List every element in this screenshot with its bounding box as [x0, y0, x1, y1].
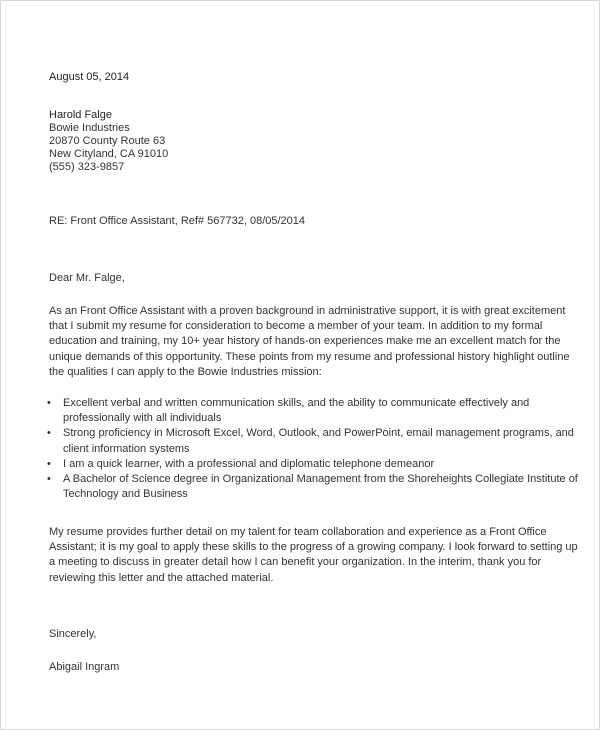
recipient-phone: (555) 323-9857: [49, 161, 125, 173]
list-item-line: client information systems: [63, 442, 190, 455]
list-item: [47, 457, 567, 472]
recipient-address: [49, 109, 569, 174]
paragraph-line: As an Front Office Assistant with a proven background in administrative support, it is with great excitement: [49, 305, 566, 317]
bullet-icon: •: [47, 457, 51, 470]
qualifications-list: [47, 396, 578, 502]
list-item-line: I am a quick learner, with a professional and diplomatic telephone demeanor: [63, 457, 435, 470]
letter-date: August 05, 2014: [49, 71, 130, 83]
paragraph-line: the qualities I can apply to the Bowie Industries mission:: [49, 365, 322, 378]
paragraph-line: education and training, my 10+ year history of hands-on experiences make me an excellent match for the: [49, 335, 561, 348]
paragraph-line: reviewing this letter and the attached material.: [49, 571, 274, 584]
reference-line: RE: Front Office Assistant, Ref# 567732, 08/05/2014: [49, 215, 306, 227]
list-item-line: A Bachelor of Science degree in Organizational Management from the Shoreheights Collegiate Institute of: [63, 473, 578, 486]
paragraph-line: unique demands of this opportunity. These points from my resume and professional history highlight outline: [49, 350, 570, 363]
paragraph-line: a meeting to discuss in greater detail how I can benefit your organization. In the interim, thank you for: [49, 556, 542, 569]
recipient-street: 20870 County Route 63: [49, 135, 166, 147]
list-item: [47, 396, 567, 426]
list-item: [47, 472, 578, 502]
bullet-icon: •: [47, 473, 51, 486]
list-item-line: Technology and Business: [63, 488, 188, 501]
signature-name: Abigail Ingram: [49, 661, 120, 673]
recipient-name: Harold Falge: [49, 109, 112, 121]
list-item: [47, 426, 574, 456]
recipient-city: New Cityland, CA 91010: [49, 148, 169, 160]
list-item-line: Strong proficiency in Microsoft Excel, Word, Outlook, and PowerPoint, email management programs, and: [63, 427, 574, 440]
paragraph-line: that I submit my resume for consideration to become a member of your team. In addition to my formal: [49, 320, 543, 333]
paragraph-line: Assistant; it is my goal to apply these skills to the progress of a growing company. I look forward to setting up: [49, 541, 578, 554]
intro-paragraph: [49, 304, 569, 380]
bullet-icon: •: [47, 427, 51, 440]
recipient-company: Bowie Industries: [49, 122, 130, 134]
list-item-line: professionally with all individuals: [63, 412, 222, 425]
closing-paragraph: [49, 525, 578, 586]
paragraph-line: My resume provides further detail on my talent for team collaboration and experience as a Front Office: [49, 526, 547, 538]
closing-phrase: Sincerely,: [49, 628, 97, 640]
list-item-line: Excellent verbal and written communication skills, and the ability to communicate effectively and: [63, 397, 530, 409]
bullet-icon: •: [47, 397, 51, 409]
salutation: Dear Mr. Falge,: [49, 272, 125, 284]
